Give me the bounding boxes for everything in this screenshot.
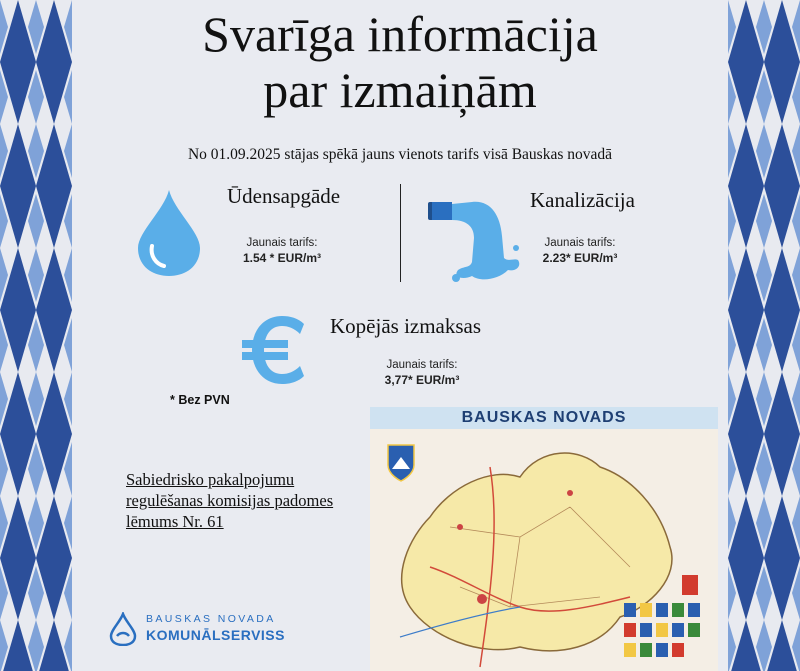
total-tariff-value: 3,77* EUR/m³ (384, 373, 460, 387)
right-diamond-pattern (728, 0, 800, 671)
euro-icon (242, 312, 314, 393)
total-tariff (352, 358, 492, 388)
total-heading: Kopējās izmaksas (330, 314, 482, 338)
water-drop-icon (136, 188, 202, 283)
title-line-2: par izmaiņām (263, 62, 537, 118)
sewage-tariff-label: Jaunais tarifs: (544, 237, 616, 249)
region-map (370, 407, 718, 671)
water-tariff (222, 236, 342, 266)
logo-bottom-text: KOMUNĀLSERVISS (146, 627, 285, 643)
map-title: BAUSKAS NOVADS (461, 409, 627, 426)
vat-note: * Bez PVN (170, 393, 230, 407)
page-title (72, 6, 728, 118)
water-tariff-label: Jaunais tarifs: (246, 237, 318, 249)
pipe-icon (428, 196, 524, 293)
title-line-1: Svarīga informācija (202, 6, 598, 62)
decision-link[interactable]: Sabiedrisko pakalpojumu regulēšanas komisijas padomes lēmums Nr. 61 (126, 470, 334, 531)
sewage-heading: Kanalizācija (530, 188, 635, 212)
water-tariff-value: 1.54 * EUR/m³ (242, 251, 322, 265)
sewage-tariff (520, 236, 640, 266)
section-divider (400, 184, 401, 282)
water-heading: Ūdensapgāde (227, 184, 341, 208)
info-panel (72, 0, 728, 671)
logo-top-text: BAUSKAS NOVADA (146, 613, 276, 625)
company-logo (108, 612, 285, 651)
sewage-tariff-value: 2.23* EUR/m³ (542, 251, 618, 265)
left-diamond-pattern (0, 0, 72, 671)
map-graphic (370, 407, 718, 671)
tariff-subtitle: No 01.09.2025 stājas spēkā jauns vienots tarifs visā Bauskas novadā (187, 146, 613, 163)
total-tariff-label: Jaunais tarifs: (386, 359, 458, 371)
logo-drop-icon (108, 612, 138, 646)
